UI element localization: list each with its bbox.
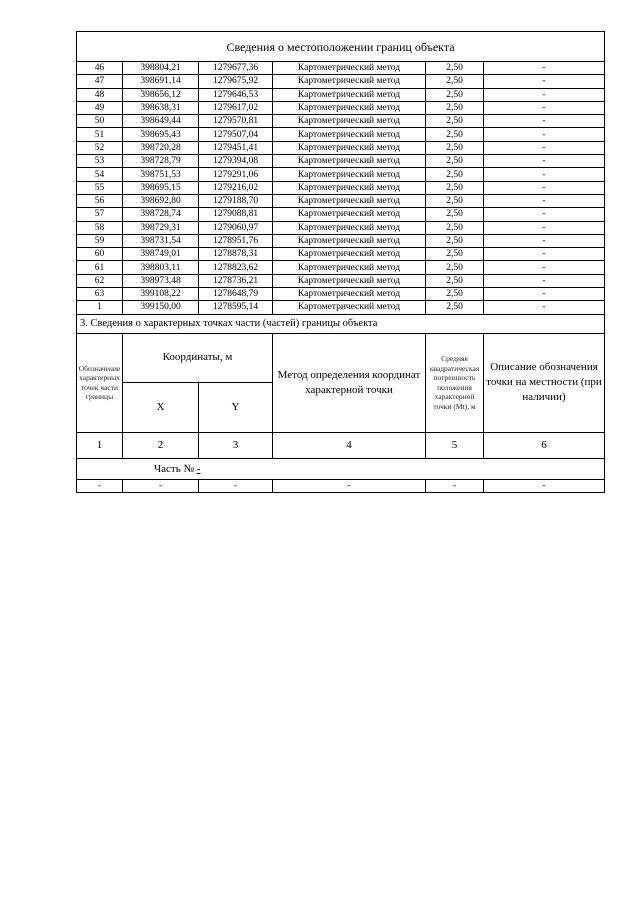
header-coordinates: Координаты, м	[123, 333, 273, 382]
table-row	[77, 208, 605, 221]
part-cell	[77, 458, 605, 479]
table-cell: 60	[77, 248, 123, 261]
table-cell: 1278951,76	[199, 234, 273, 247]
table-cell: -	[484, 261, 605, 274]
header-description: Описание обозначения точки на местности (при наличии)	[484, 333, 605, 432]
table-cell: 1279060,97	[199, 221, 273, 234]
table-cell: 51	[77, 128, 123, 141]
table-cell: 47	[77, 75, 123, 88]
table-cell: Картометрический метод	[273, 221, 426, 234]
table-cell: Картометрический метод	[273, 101, 426, 114]
table-cell: 1278878,31	[199, 248, 273, 261]
table-cell: Картометрический метод	[273, 274, 426, 287]
table-cell: -	[484, 75, 605, 88]
table-cell: -	[484, 479, 605, 492]
part-data-row	[77, 479, 605, 492]
table-cell: Картометрический метод	[273, 128, 426, 141]
table-cell: 2,50	[426, 208, 484, 221]
column-number: 3	[199, 432, 273, 458]
table-row	[77, 75, 605, 88]
table-cell: 1278736,21	[199, 274, 273, 287]
table-cell: -	[123, 479, 199, 492]
table-cell: -	[484, 221, 605, 234]
table-cell: -	[484, 101, 605, 114]
table-cell: 1279570,81	[199, 115, 273, 128]
table-row	[77, 181, 605, 194]
table-cell: 1279188,70	[199, 194, 273, 207]
table-cell: Картометрический метод	[273, 75, 426, 88]
table-cell: -	[484, 194, 605, 207]
table-cell: 2,50	[426, 288, 484, 301]
table-cell: -	[273, 479, 426, 492]
table-cell: 398691,14	[123, 75, 199, 88]
table-cell: Картометрический метод	[273, 234, 426, 247]
table-cell: 1279507,04	[199, 128, 273, 141]
table-row	[77, 274, 605, 287]
table-cell: 57	[77, 208, 123, 221]
table-cell: Картометрический метод	[273, 168, 426, 181]
table-row	[77, 248, 605, 261]
table-cell: 398751,53	[123, 168, 199, 181]
header-accuracy: Средняя квадратическая погрешность положения характерной точки (Mt), м	[426, 333, 484, 432]
table-row	[77, 301, 605, 314]
table-cell: 2,50	[426, 88, 484, 101]
table-cell: 1279088,81	[199, 208, 273, 221]
table-cell: -	[484, 168, 605, 181]
table-cell: -	[484, 62, 605, 75]
table-row	[77, 62, 605, 75]
table-row	[77, 288, 605, 301]
table-cell: Картометрический метод	[273, 301, 426, 314]
table-cell: 52	[77, 141, 123, 154]
header-x: X	[123, 382, 199, 432]
table-cell: -	[484, 234, 605, 247]
table-cell: -	[484, 141, 605, 154]
table-cell: 398728,79	[123, 155, 199, 168]
table-cell: Картометрический метод	[273, 194, 426, 207]
table-cell: 398731,54	[123, 234, 199, 247]
table-cell: 399108,22	[123, 288, 199, 301]
table-cell: Картометрический метод	[273, 181, 426, 194]
table-cell: 2,50	[426, 62, 484, 75]
table-cell: Картометрический метод	[273, 88, 426, 101]
column-number: 4	[273, 432, 426, 458]
table-cell: 1279675,92	[199, 75, 273, 88]
table-cell: 398749,01	[123, 248, 199, 261]
header-point-designation: Обозначение характерных точек части границы	[77, 333, 123, 432]
table-title-row	[77, 32, 605, 62]
table-cell: 50	[77, 115, 123, 128]
table-cell: 2,50	[426, 101, 484, 114]
table-cell: 398649,44	[123, 115, 199, 128]
table-cell: 1279291,06	[199, 168, 273, 181]
table-row	[77, 128, 605, 141]
table-cell: 1278595,14	[199, 301, 273, 314]
table-cell: Картометрический метод	[273, 288, 426, 301]
part-value: -	[196, 462, 201, 475]
section3-heading-row	[77, 314, 605, 333]
table-cell: Картометрический метод	[273, 261, 426, 274]
table-cell: 398728,74	[123, 208, 199, 221]
table-cell: 2,50	[426, 181, 484, 194]
boundary-table-frame	[76, 31, 604, 493]
table-cell: 58	[77, 221, 123, 234]
section3-heading: 3. Сведения о характерных точках части (частей) границы объекта	[77, 314, 605, 333]
table-cell: Картометрический метод	[273, 141, 426, 154]
table-cell: 2,50	[426, 168, 484, 181]
table-cell: -	[484, 208, 605, 221]
table-title: Сведения о местоположении границ объекта	[77, 32, 605, 62]
table-cell: 2,50	[426, 261, 484, 274]
table-cell: -	[484, 248, 605, 261]
table-cell: 1279394,08	[199, 155, 273, 168]
part-row	[77, 458, 605, 479]
part-label: Часть №	[154, 462, 194, 475]
table-cell: 56	[77, 194, 123, 207]
table-cell: 2,50	[426, 301, 484, 314]
table-cell: 2,50	[426, 274, 484, 287]
table-cell: Картометрический метод	[273, 248, 426, 261]
column-numbers-row	[77, 432, 605, 458]
table-cell: 399150,00	[123, 301, 199, 314]
table-cell: -	[484, 274, 605, 287]
table-cell: 2,50	[426, 221, 484, 234]
table-cell: -	[484, 181, 605, 194]
table-cell: 2,50	[426, 194, 484, 207]
table-cell: 398803,11	[123, 261, 199, 274]
table-cell: 53	[77, 155, 123, 168]
table-cell: 62	[77, 274, 123, 287]
header-y: Y	[199, 382, 273, 432]
table-cell: -	[484, 128, 605, 141]
coordinates-table	[76, 31, 605, 493]
table-cell: 2,50	[426, 248, 484, 261]
table-cell: 1279451,41	[199, 141, 273, 154]
table-cell: 2,50	[426, 128, 484, 141]
table-cell: 63	[77, 288, 123, 301]
table-cell: 1279677,36	[199, 62, 273, 75]
table-cell: 2,50	[426, 141, 484, 154]
table-cell: -	[484, 115, 605, 128]
column-number: 2	[123, 432, 199, 458]
table-cell: 1278823,62	[199, 261, 273, 274]
column-number: 6	[484, 432, 605, 458]
table-row	[77, 155, 605, 168]
table-cell: 398720,28	[123, 141, 199, 154]
table-cell: -	[77, 479, 123, 492]
table-cell: 48	[77, 88, 123, 101]
table-cell: 398656,12	[123, 88, 199, 101]
table-row	[77, 115, 605, 128]
table-cell: -	[484, 155, 605, 168]
column-number: 5	[426, 432, 484, 458]
table-cell: 54	[77, 168, 123, 181]
column-number: 1	[77, 432, 123, 458]
table-cell: 398695,43	[123, 128, 199, 141]
table-row	[77, 141, 605, 154]
table-cell: Картометрический метод	[273, 155, 426, 168]
table-cell: 49	[77, 101, 123, 114]
table-cell: Картометрический метод	[273, 115, 426, 128]
table-row	[77, 261, 605, 274]
table-cell: -	[484, 288, 605, 301]
table-cell: 398695,15	[123, 181, 199, 194]
table-cell: 398729,31	[123, 221, 199, 234]
section3-header-row-1	[77, 333, 605, 382]
table-cell: -	[484, 301, 605, 314]
table-cell: -	[199, 479, 273, 492]
table-cell: 55	[77, 181, 123, 194]
table-cell: 2,50	[426, 234, 484, 247]
table-cell: Картометрический метод	[273, 208, 426, 221]
table-cell: 1278648,79	[199, 288, 273, 301]
table-cell: 398973,48	[123, 274, 199, 287]
table-cell: 1	[77, 301, 123, 314]
table-row	[77, 194, 605, 207]
table-cell: 398638,31	[123, 101, 199, 114]
table-cell: 2,50	[426, 115, 484, 128]
table-cell: 59	[77, 234, 123, 247]
table-cell: Картометрический метод	[273, 62, 426, 75]
table-row	[77, 221, 605, 234]
table-row	[77, 101, 605, 114]
table-row	[77, 168, 605, 181]
header-method: Метод определения координат характерной точки	[273, 333, 426, 432]
table-cell: 1279617,02	[199, 101, 273, 114]
table-cell: 46	[77, 62, 123, 75]
table-cell: 61	[77, 261, 123, 274]
table-cell: 398692,80	[123, 194, 199, 207]
table-cell: -	[484, 88, 605, 101]
table-row	[77, 234, 605, 247]
table-cell: 1279646,53	[199, 88, 273, 101]
table-cell: 398804,21	[123, 62, 199, 75]
table-cell: 1279216,02	[199, 181, 273, 194]
table-row	[77, 88, 605, 101]
table-cell: 2,50	[426, 155, 484, 168]
table-cell: -	[426, 479, 484, 492]
table-cell: 2,50	[426, 75, 484, 88]
